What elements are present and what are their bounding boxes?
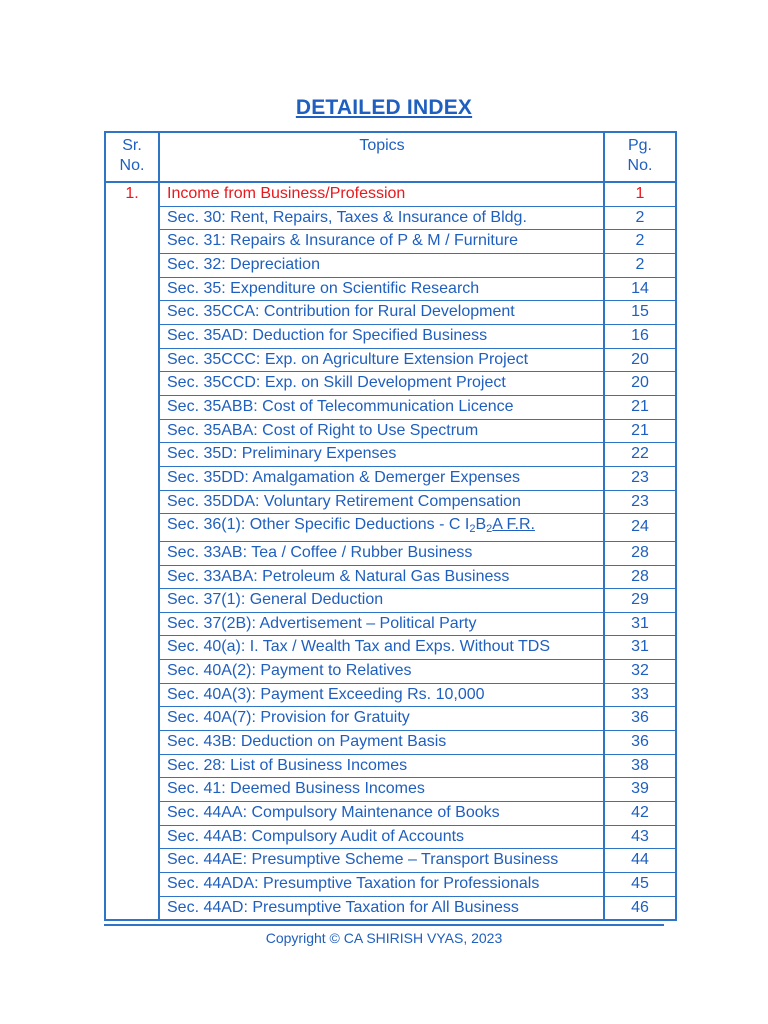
table-row: [105, 301, 676, 325]
row-page-number: 21: [604, 419, 676, 443]
row-page-number: 44: [604, 849, 676, 873]
table-row: [105, 660, 676, 684]
subscript: 2: [469, 523, 476, 536]
row-topic: Sec. 35CCC: Exp. on Agriculture Extension Project: [159, 348, 604, 372]
row-topic: Sec. 40(a): I. Tax / Wealth Tax and Exps. Without TDS: [159, 636, 604, 660]
row-topic: Sec. 35DD: Amalgamation & Demerger Expenses: [159, 466, 604, 490]
row-topic: Sec. 41: Deemed Business Incomes: [159, 778, 604, 802]
row-topic: Sec. 35CCA: Contribution for Rural Development: [159, 301, 604, 325]
row-page-number: 33: [604, 683, 676, 707]
row-topic: Sec. 35ABA: Cost of Right to Use Spectrum: [159, 419, 604, 443]
section-topic: Income from Business/Profession: [159, 182, 604, 206]
header-sr-line: Sr. No.: [119, 137, 145, 174]
row-page-number: 22: [604, 443, 676, 467]
row-page-number: 28: [604, 541, 676, 565]
footer-divider: [104, 924, 664, 926]
table-row: [105, 754, 676, 778]
row-page-number: 23: [604, 466, 676, 490]
row-page-number: 38: [604, 754, 676, 778]
row-topic: Sec. 33ABA: Petroleum & Natural Gas Business: [159, 565, 604, 589]
row-page-number: 45: [604, 873, 676, 897]
table-row: [105, 466, 676, 490]
row-topic: Sec. 35D: Preliminary Expenses: [159, 443, 604, 467]
table-row: [105, 683, 676, 707]
table-row: [105, 419, 676, 443]
table-row: [105, 802, 676, 826]
row-topic: Sec. 30: Rent, Repairs, Taxes & Insurance of Bldg.: [159, 206, 604, 230]
row-topic: Sec. 40A(3): Payment Exceeding Rs. 10,000: [159, 683, 604, 707]
table-header-row: [105, 132, 676, 182]
row-topic: Sec. 44AD: Presumptive Taxation for All Business: [159, 896, 604, 920]
table-row: [105, 443, 676, 467]
section-sr-no: 1.: [105, 182, 159, 920]
row-topic: Sec. 35DDA: Voluntary Retirement Compensation: [159, 490, 604, 514]
row-page-number: 2: [604, 230, 676, 254]
footer-copyright: Copyright © CA SHIRISH VYAS, 2023: [265, 930, 503, 946]
page-title: DETAILED INDEX: [295, 96, 473, 119]
row-topic: Sec. 44AE: Presumptive Scheme – Transport Business: [159, 849, 604, 873]
row-topic: Sec. 43B: Deduction on Payment Basis: [159, 731, 604, 755]
row-topic: Sec. 37(2B): Advertisement – Political Party: [159, 612, 604, 636]
row-page-number: 15: [604, 301, 676, 325]
table-row: [105, 731, 676, 755]
table-row: [105, 206, 676, 230]
row-page-number: 31: [604, 612, 676, 636]
row-page-number: 16: [604, 324, 676, 348]
row-page-number: 28: [604, 565, 676, 589]
row-page-number: 29: [604, 589, 676, 613]
section-page-number: 1: [604, 182, 676, 206]
section-row: [105, 182, 676, 206]
row-topic: Sec. 35ABB: Cost of Telecommunication Licence: [159, 395, 604, 419]
table-row: [105, 372, 676, 396]
row-topic: Sec. 40A(2): Payment to Relatives: [159, 660, 604, 684]
table-row: [105, 636, 676, 660]
row-page-number: 31: [604, 636, 676, 660]
header-topics: Topics: [159, 132, 604, 182]
row-page-number: 20: [604, 372, 676, 396]
table-row: [105, 490, 676, 514]
header-sr-no: [105, 132, 159, 182]
row-topic: Sec. 37(1): General Deduction: [159, 589, 604, 613]
table-row: [105, 230, 676, 254]
table-row: [105, 541, 676, 565]
table-row: [105, 896, 676, 920]
row-page-number: 20: [604, 348, 676, 372]
row-page-number: 39: [604, 778, 676, 802]
row-page-number: 36: [604, 707, 676, 731]
table-row: [105, 348, 676, 372]
row-topic: Sec. 44AB: Compulsory Audit of Accounts: [159, 825, 604, 849]
row-topic: Sec. 35: Expenditure on Scientific Research: [159, 277, 604, 301]
row-page-number: 14: [604, 277, 676, 301]
row-page-number: 36: [604, 731, 676, 755]
row-topic: Sec. 31: Repairs & Insurance of P & M / Furniture: [159, 230, 604, 254]
row-topic: Sec. 35AD: Deduction for Specified Business: [159, 324, 604, 348]
table-row: [105, 825, 676, 849]
row-page-number: 42: [604, 802, 676, 826]
row-page-number: 2: [604, 206, 676, 230]
table-row: [105, 612, 676, 636]
row-topic: Sec. 44AA: Compulsory Maintenance of Books: [159, 802, 604, 826]
table-row: [105, 324, 676, 348]
table-row: [105, 514, 676, 542]
table-row: [105, 253, 676, 277]
table-row: [105, 395, 676, 419]
row-topic: Sec. 32: Depreciation: [159, 253, 604, 277]
row-page-number: 23: [604, 490, 676, 514]
row-page-number: 24: [604, 514, 676, 542]
row-topic: Sec. 44ADA: Presumptive Taxation for Professionals: [159, 873, 604, 897]
table-row: [105, 707, 676, 731]
table-row: [105, 849, 676, 873]
index-body: [105, 182, 676, 920]
row-page-number: 2: [604, 253, 676, 277]
row-topic: Sec. 40A(7): Provision for Gratuity: [159, 707, 604, 731]
table-row: [105, 565, 676, 589]
row-page-number: 46: [604, 896, 676, 920]
row-topic: Sec. 28: List of Business Incomes: [159, 754, 604, 778]
row-topic: Sec. 33AB: Tea / Coffee / Rubber Business: [159, 541, 604, 565]
table-row: [105, 873, 676, 897]
table-row: [105, 778, 676, 802]
header-pg-line: Pg. No.: [627, 137, 653, 174]
row-topic: Sec. 35CCD: Exp. on Skill Development Project: [159, 372, 604, 396]
subscript: 2: [486, 523, 493, 536]
row-topic: Sec. 36(1): Other Specific Deductions - C $I_2B_2A$ F.R.: [159, 514, 604, 542]
table-row: [105, 277, 676, 301]
index-table: [104, 131, 677, 921]
underlined-text: A F.R.: [492, 516, 535, 534]
row-page-number: 43: [604, 825, 676, 849]
row-page-number: 32: [604, 660, 676, 684]
table-row: [105, 589, 676, 613]
row-page-number: 21: [604, 395, 676, 419]
header-pg-no: [604, 132, 676, 182]
